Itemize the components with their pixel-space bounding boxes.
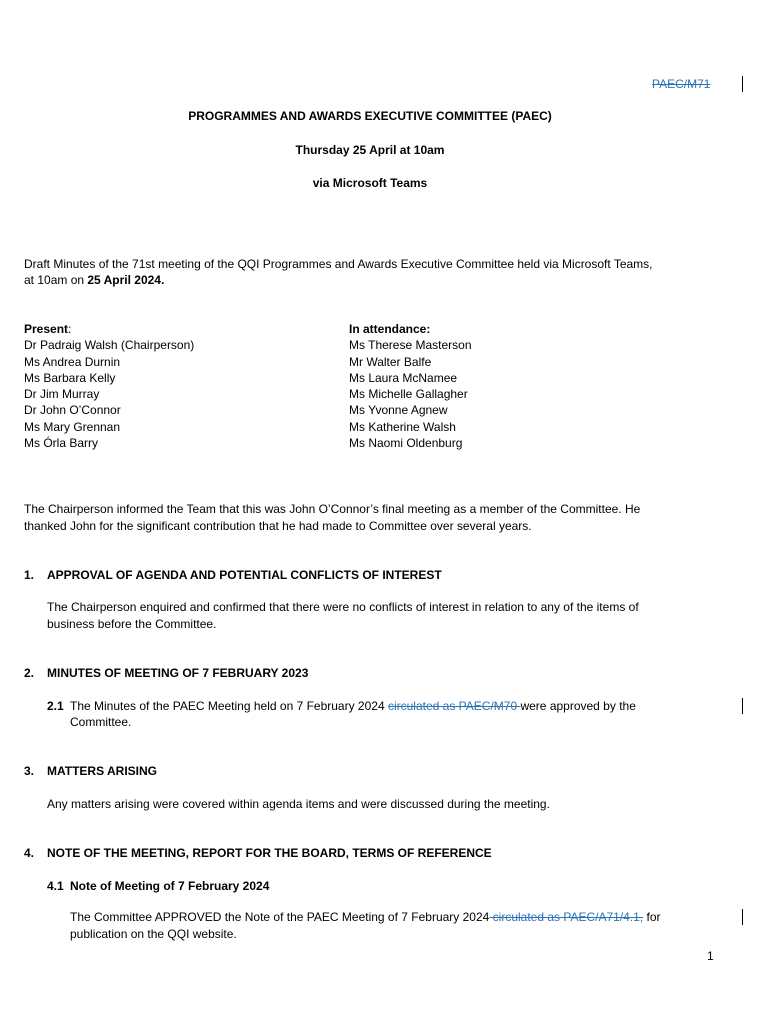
subsection-title: Note of Meeting of 7 February 2024 [70, 879, 270, 893]
section-text: business before the Committee. [47, 617, 217, 631]
section-number: 1. [24, 568, 35, 582]
section-title: MATTERS ARISING [47, 764, 157, 778]
section-number: 3. [24, 764, 35, 778]
list-item: Ms Michelle Gallagher [349, 387, 468, 402]
section-title: NOTE OF THE MEETING, REPORT FOR THE BOARD, TERMS OF REFERENCE [47, 846, 492, 860]
list-item: Ms Yvonne Agnew [349, 403, 448, 418]
meeting-date-bold: 25 April 2024. [87, 273, 165, 287]
attendance-heading: In attendance: [349, 322, 431, 336]
list-item: Ms Laura McNamee [349, 370, 458, 385]
section-text: Any matters arising were covered within agenda items and were discussed during the meeting. [47, 797, 550, 811]
document-reference: PAEC/M71 [652, 77, 711, 91]
intro-line-2 [24, 272, 164, 289]
page-number: 1 [707, 949, 714, 963]
list-item: Ms Órla Barry [24, 436, 99, 451]
list-item: Dr Jim Murray [24, 387, 100, 402]
page-title: PROGRAMMES AND AWARDS EXECUTIVE COMMITTEE (PAEC) [188, 109, 552, 123]
section-text: publication on the QQI website. [70, 927, 237, 941]
list-item: Dr John O’Connor [24, 403, 121, 418]
deleted-text: circulated as PAEC/A71/4.1, [489, 910, 644, 924]
chair-note-line-2: thanked John for the significant contribution that he had made to Committee over several years. [24, 519, 532, 533]
change-bar [742, 76, 743, 92]
meeting-venue: via Microsoft Teams [312, 176, 428, 190]
section-text: The Minutes of the PAEC Meeting held on 7 February 2024 circulated as PAEC/M70 were approved by the [70, 699, 636, 713]
list-item: Ms Barbara Kelly [24, 370, 116, 385]
list-item: Ms Andrea Durnin [24, 354, 121, 369]
section-number: 4. [24, 846, 35, 860]
intro-line-1: Draft Minutes of the 71st meeting of the QQI Programmes and Awards Executive Committee held via Microsoft Teams, [24, 257, 653, 271]
section-title: APPROVAL OF AGENDA AND POTENTIAL CONFLICTS OF INTEREST [47, 568, 442, 582]
list-item: Ms Katherine Walsh [349, 419, 456, 434]
section-number: 2. [24, 666, 35, 680]
present-list [24, 321, 194, 451]
section-text: Committee. [70, 715, 132, 729]
attendance-list [349, 321, 472, 451]
section-text: The Chairperson enquired and confirmed that there were no conflicts of interest in relation to any of the items of [47, 600, 639, 614]
list-item: Ms Therese Masterson [349, 338, 472, 353]
intro-text: at 10am on [24, 273, 88, 287]
subsection-number: 2.1 [47, 699, 64, 713]
list-item: Ms Mary Grennan [24, 419, 121, 434]
present-heading: Present: [24, 322, 72, 336]
subsection-number: 4.1 [47, 879, 64, 893]
list-item: Mr Walter Balfe [349, 354, 432, 369]
change-bar [742, 698, 743, 714]
chair-note-line-1: The Chairperson informed the Team that this was John O’Connor’s final meeting as a member of the Committee. He [24, 502, 641, 516]
list-item: Dr Padraig Walsh (Chairperson) [24, 338, 195, 353]
deleted-text: circulated as PAEC/M70 [387, 699, 521, 713]
meeting-date: Thursday 25 April at 10am [295, 143, 445, 157]
section-title: MINUTES OF MEETING OF 7 FEBRUARY 2023 [47, 666, 309, 680]
change-bar [742, 909, 743, 925]
list-item: Ms Naomi Oldenburg [349, 436, 463, 451]
section-text: The Committee APPROVED the Note of the PAEC Meeting of 7 February 2024 circulated as PAEC/A71/4.1, for [70, 910, 661, 924]
